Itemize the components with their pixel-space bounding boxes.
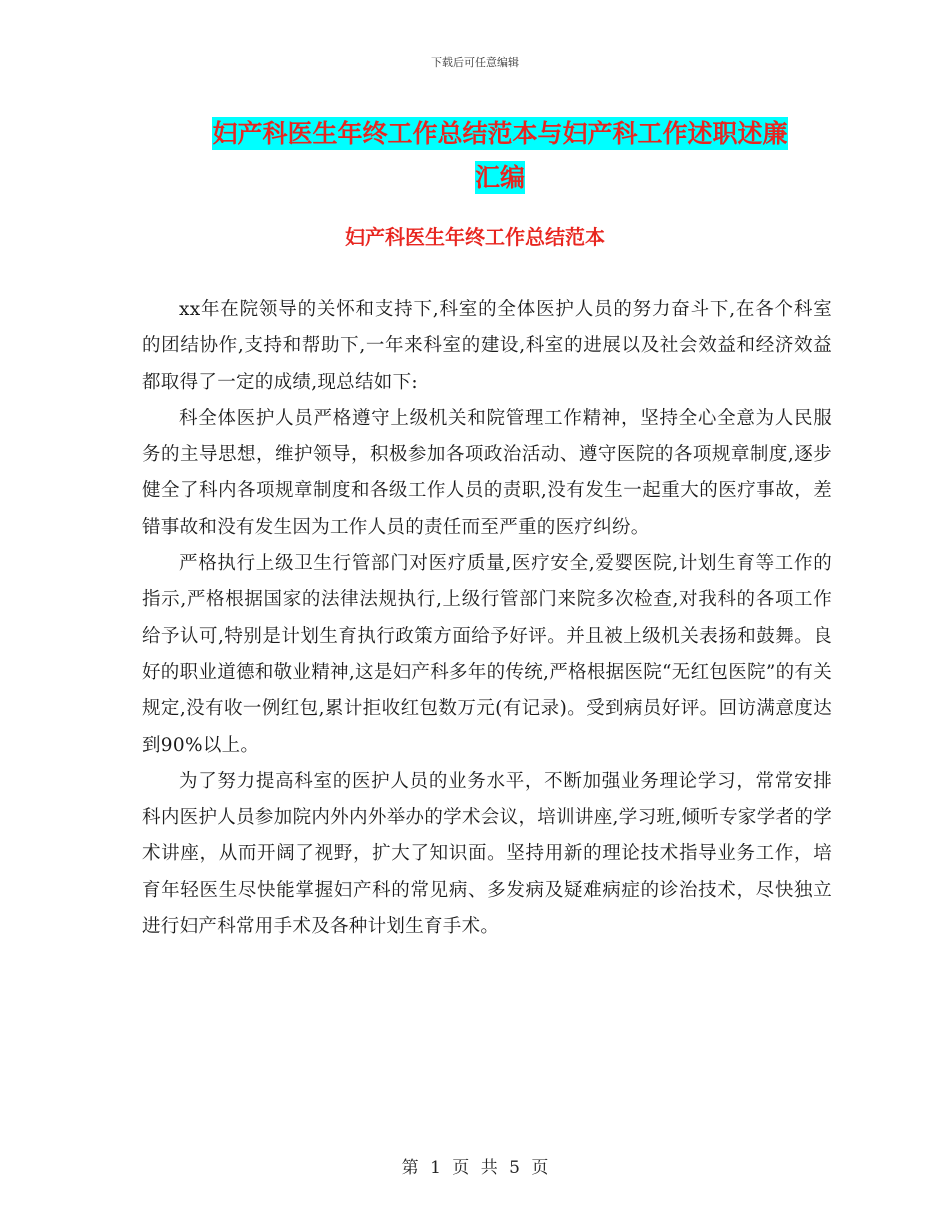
document-title-line2: 汇编 xyxy=(474,163,525,192)
document-title xyxy=(150,112,850,200)
paragraph: 严格执行上级卫生行管部门对医疗质量,医疗安全,爱婴医院,计划生育等工作的指示,严格根据国家的法律法规执行,上级行管部门来院多次检查,对我科的各项工作给予认可,特别是计划生育执行政策方面给予好评。并且被上级机关表扬和鼓舞。良好的职业道德和敬业精神,这是妇产科多年的传统,严格根据医院“无红包医院”的有关规定,没有收一例红包,累计拒收红包数万元(有记录)。受到病员好评。回访满意度达到90%以上。 xyxy=(142,553,832,756)
section-title: 妇产科医生年终工作总结范本 xyxy=(345,225,605,249)
header-note: 下载后可任意编辑 xyxy=(431,56,519,69)
page-number: 第 1 页 共 5 页 xyxy=(401,1158,549,1178)
paragraph: 为了努力提高科室的医护人员的业务水平，不断加强业务理论学习，常常安排科内医护人员参加院内外内外举办的学术会议，培训讲座,学习班,倾听专家学者的学术讲座，从而开阔了视野，扩大了知识面。坚持用新的理论技术指导业务工作，培育年轻医生尽快能掌握妇产科的常见病、多发病及疑难病症的诊治技术，尽快独立进行妇产科常用手术及各种计划生育手术。 xyxy=(142,770,832,938)
body-text xyxy=(142,292,832,945)
paragraph: xx年在院领导的关怀和支持下,科室的全体医护人员的努力奋斗下,在各个科室的团结协作,支持和帮助下,一年来科室的建设,科室的进展以及社会效益和经济效益都取得了一定的成绩,现总结如下: xyxy=(142,299,832,393)
document-title-line1: 妇产科医生年终工作总结范本与妇产科工作述职述廉 xyxy=(212,119,788,148)
paragraph: 科全体医护人员严格遵守上级机关和院管理工作精神，坚持全心全意为人民服务的主导思想，维护领导，积极参加各项政治活动、遵守医院的各项规章制度,逐步健全了科内各项规章制度和各级工作人员的责职,没有发生一起重大的医疗事故，差错事故和没有发生因为工作人员的责任而至严重的医疗纠纷。 xyxy=(142,407,832,538)
